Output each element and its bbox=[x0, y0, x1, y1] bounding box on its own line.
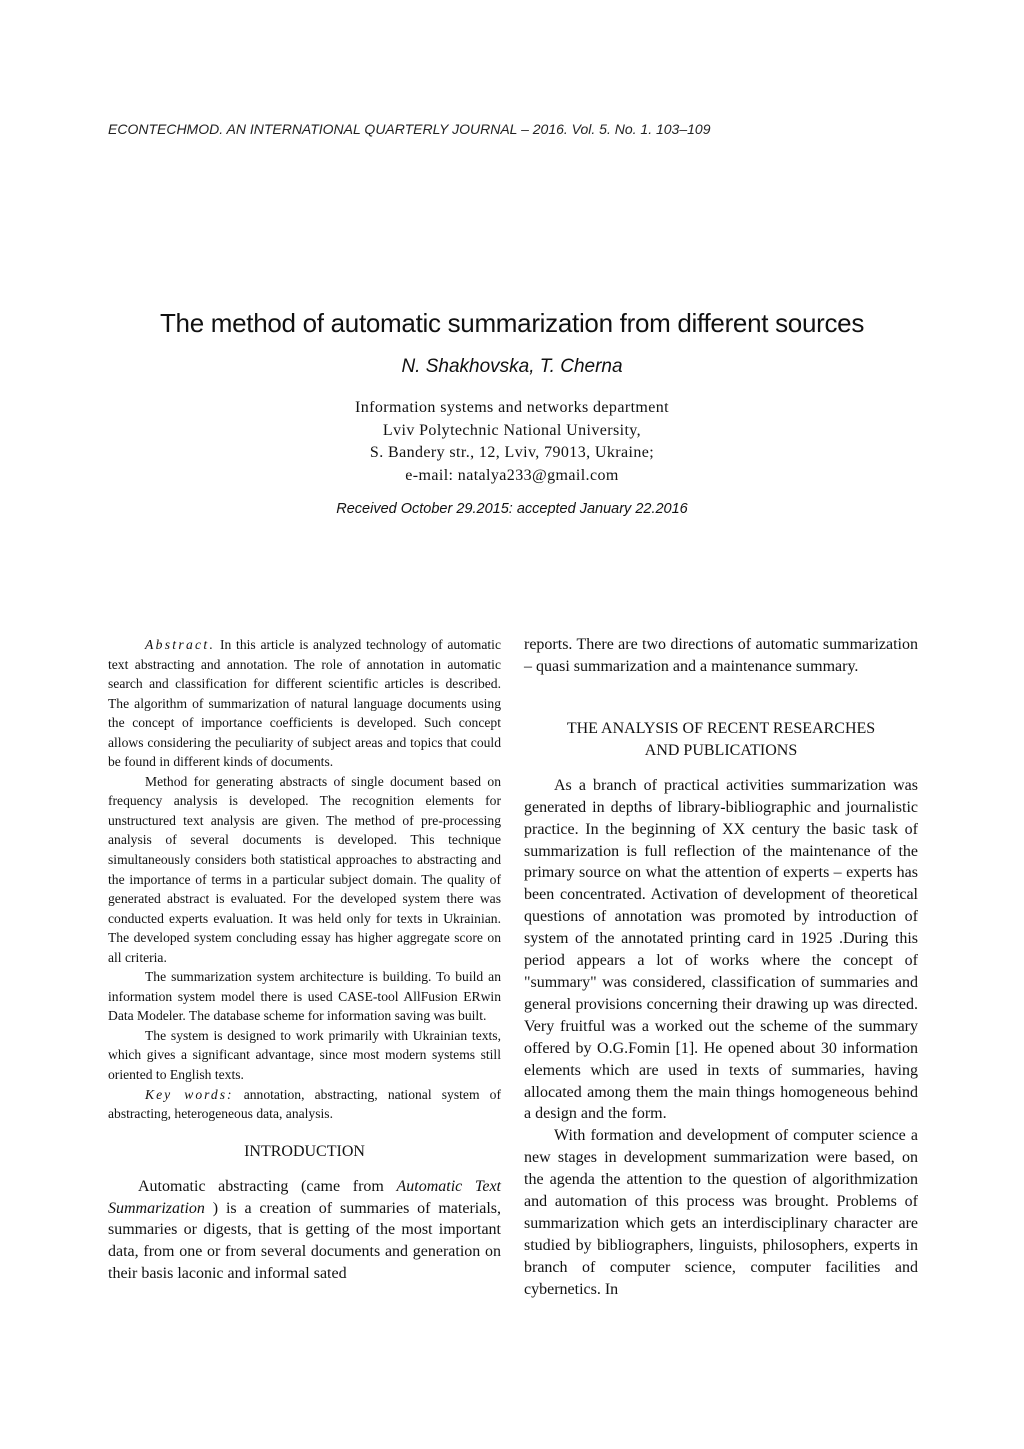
affiliation-block bbox=[0, 397, 1024, 487]
analysis-body bbox=[524, 775, 918, 1301]
analysis-heading-line2: AND PUBLICATIONS bbox=[644, 741, 798, 759]
affiliation-department: Information systems and networks department bbox=[354, 399, 670, 416]
intro-term-italic: Automatic Text Summarization bbox=[108, 1177, 502, 1217]
article-title: The method of automatic summarization from different sources bbox=[159, 308, 865, 338]
abstract-paragraph: The summarization system architecture is building. To build an information system model there is used CASE-tool AllFusion ERwin Data Modeler. The database scheme for information saving was built. bbox=[108, 969, 501, 1024]
introduction-continued bbox=[524, 634, 918, 678]
analysis-paragraph: With formation and development of computer science a new stages in development summarization were based, on the agenda the attention to the question of algorithmization and automation of this process was brought. Problems of summarization which gets an interdisciplinary character are studied by bibliographers, linguists, philosophers, experts in branch of computer science, computer facilities and cybernetics. In bbox=[524, 1127, 918, 1298]
abstract bbox=[108, 635, 501, 1124]
analysis-heading-line1: THE ANALYSIS OF RECENT RESEARCHES bbox=[566, 719, 876, 737]
abstract-paragraph bbox=[108, 635, 501, 772]
keywords-text: annotation, abstracting, national system of abstracting, heterogeneous data, analysis. bbox=[108, 1086, 501, 1122]
keywords-paragraph bbox=[108, 1085, 501, 1124]
abstract-text: In this article is analyzed technology of automatic text abstracting and annotation. The role of annotation in automatic search and classification for different scientific articles is described. The algorithm of summarization of natural language documents using the concept of importance coefficients is developed. Such concept allows considering the peculiarity of subject areas and topics that could be found in different kinds of documents. bbox=[108, 637, 501, 770]
right-column bbox=[524, 634, 918, 1301]
abstract-paragraph: The system is designed to work primarily with Ukrainian texts, which gives a significant advantage, since most modern systems still oriented to English texts. bbox=[108, 1027, 501, 1083]
left-column bbox=[108, 635, 501, 1285]
affiliation-university: Lviv Polytechnic National University, bbox=[382, 421, 642, 439]
analysis-heading bbox=[524, 718, 918, 762]
intro-text-start: Automatic abstracting (came from bbox=[138, 1177, 397, 1195]
abstract-label: Abstract. bbox=[145, 637, 216, 652]
introduction-body bbox=[108, 1176, 501, 1286]
affiliation-email: e-mail: natalya233@gmail.com bbox=[405, 466, 619, 484]
keywords-label: Key words: bbox=[145, 1086, 234, 1102]
introduction-paragraph-continued: reports. There are two directions of automatic summarization – quasi summarization and a maintenance summary. bbox=[524, 636, 918, 675]
analysis-paragraph: As a branch of practical activities summarization was generated in depths of library-bibliographic and journalistic practice. In the beginning of XX century the basic task of summarization is full reflection of the maintenance of the primary source on what the attention of experts – experts has been concentrated. Activation of development of theoretical questions of annotation was promoted by introduction of system of the annotated printing card in 1925 .During this period appears a lot of works where the concept of "summary" was considered, classification of summaries and general provisions concerning their drawing up was directed. Very fruitful was a worked out the scheme of the summary offered by O.G.Fomin [1]. He opened about 30 information elements which are used in texts of summaries, having allocated among them the main things homogeneous behind a design and the form. bbox=[524, 776, 918, 1123]
introduction-paragraph bbox=[108, 1176, 501, 1286]
journal-header: ECONTECHMOD. AN INTERNATIONAL QUARTERLY JOURNAL – 2016. Vol. 5. No. 1. 103–109 bbox=[108, 121, 711, 137]
introduction-heading: INTRODUCTION bbox=[244, 1142, 365, 1160]
affiliation-address: S. Bandery str., 12, Lviv, 79013, Ukraine; bbox=[369, 444, 655, 461]
article-authors: N. Shakhovska, T. Cherna bbox=[401, 356, 623, 377]
abstract-paragraph: Method for generating abstracts of single document based on frequency analysis is developed. The recognition elements for unstructured text analysis are given. The method of pre-processing analysis of several documents is developed. This technique simultaneously considers both statistical approaches to abstracting and the importance of terms in a particular subject domain. The quality of generated abstract is evaluated. For the developed system there was conducted experts evaluation. It was held only for texts in Ukrainian. The developed system concluding essay has higher aggregate score on all criteria. bbox=[108, 773, 501, 965]
received-dates: Received October 29.2015: accepted January 22.2016 bbox=[336, 501, 688, 517]
intro-text-end: ) is a creation of summaries of materials, summaries or digests, that is getting of the most important data, from one or from several documents and generation on their basis laconic and informal sated bbox=[108, 1199, 501, 1283]
